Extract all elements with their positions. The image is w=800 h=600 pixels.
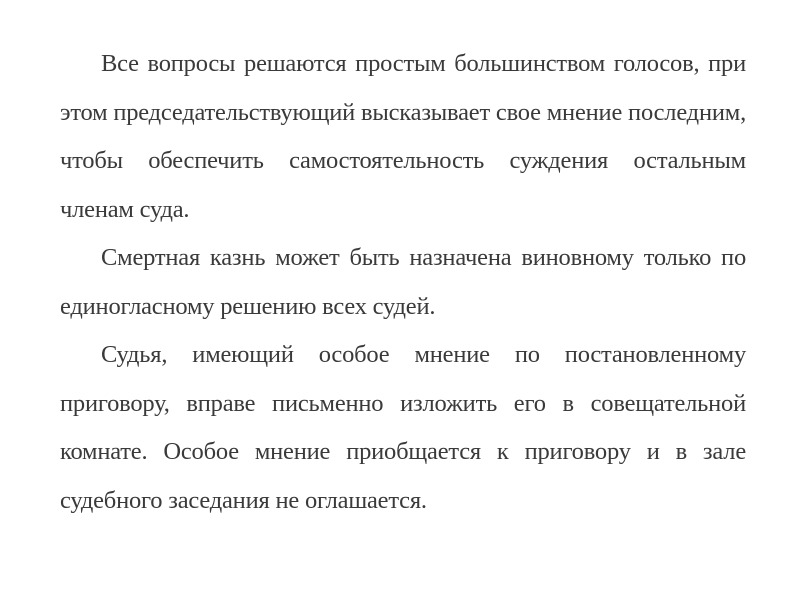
paragraph-voting: Все вопросы решаются простым большинством голосов, при этом председательствующий высказывает свое мнение последним, чтобы обеспечить самостоятельность суждения остальным членам суда. <box>60 50 746 223</box>
text-block <box>60 40 746 525</box>
paragraph-death-penalty: Смертная казнь может быть назначена виновному только по единогласному решению всех судей. <box>60 244 746 320</box>
paragraph-dissenting-opinion: Судья, имеющий особое мнение по постановленному приговору, вправе письменно изложить его в совещательной комнате. Особое мнение приобщается к приговору и в зале судебного заседания не оглашается. <box>60 341 746 514</box>
